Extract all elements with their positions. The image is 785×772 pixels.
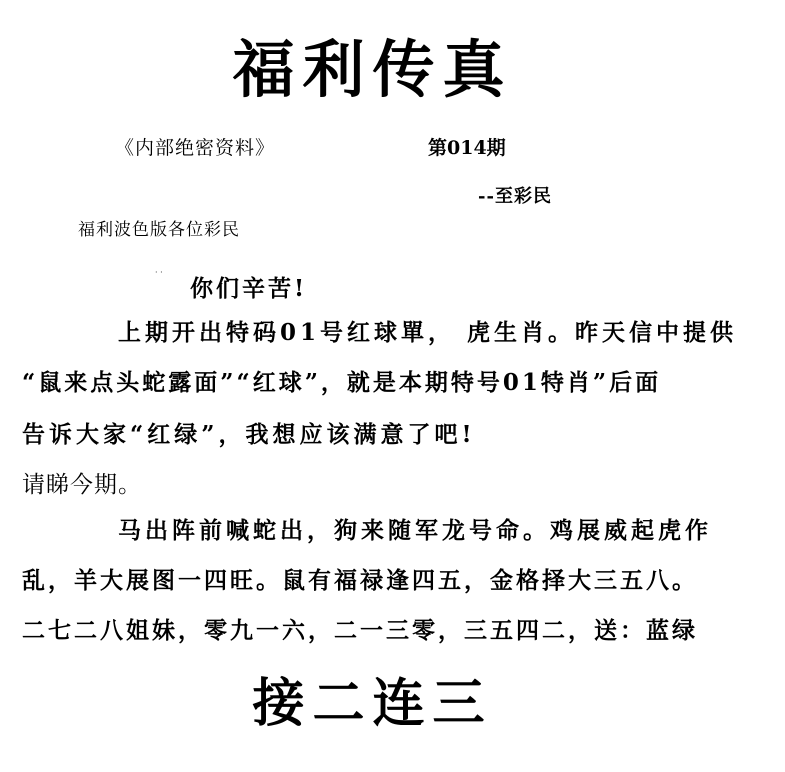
closing-title: 接二连三 [252, 673, 493, 734]
body-line-6: 乱，羊大展图一四旺。鼠有福禄逢四五，金格择大三五八。 [22, 567, 698, 594]
salutation: 你们辛苦! [190, 275, 308, 302]
decorative-dots: · · [155, 268, 163, 277]
body-line-2: “鼠来点头蛇露面”“红球”，就是本期特号01特肖”后面 [22, 369, 662, 396]
body-line-3: 告诉大家“红绿”，我想应该满意了吧! [22, 421, 476, 448]
signature: --至彩民 [478, 186, 552, 207]
body-line-1: 上期开出特码01号红球單， 虎生肖。昨天信中提供 [118, 319, 738, 346]
body-line-4: 请睇今期。 [22, 472, 142, 498]
body-line-5: 马出阵前喊蛇出，狗来随军龙号命。鸡展威起虎作 [118, 517, 712, 544]
document-title: 福利传真 [232, 33, 513, 106]
issue-number: 第014期 [428, 137, 506, 159]
document-classification: 《内部绝密资料》 [115, 137, 276, 159]
recipient-line: 福利波色版各位彩民 [78, 220, 240, 240]
body-line-7: 二七二八姐妹，零九一六，二一三零，三五四二，送：蓝绿 [22, 617, 698, 644]
